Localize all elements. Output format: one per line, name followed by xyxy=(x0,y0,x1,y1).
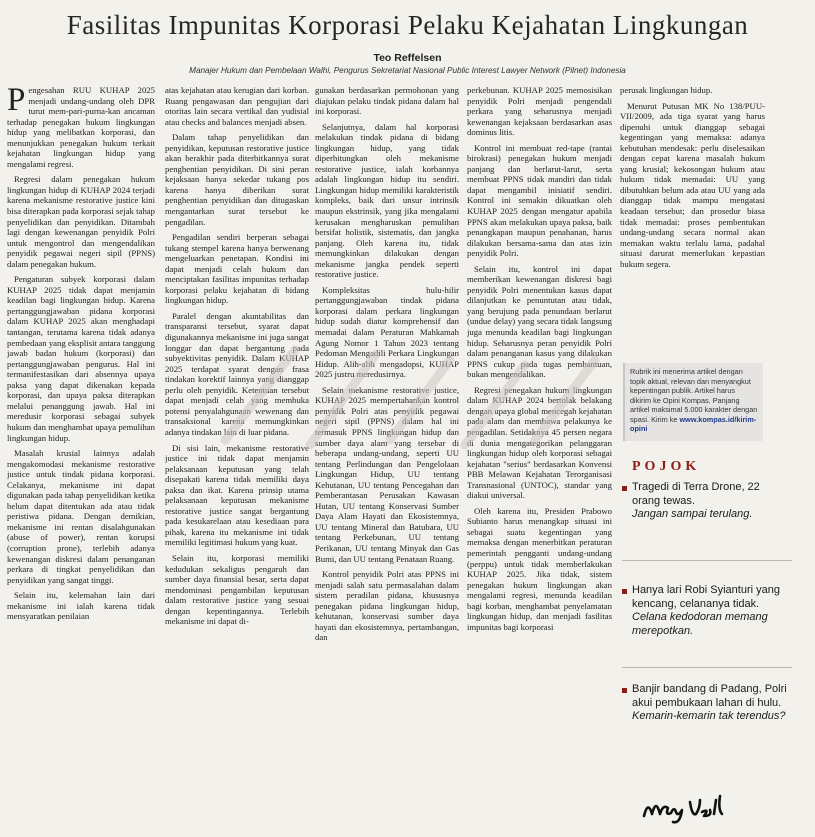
pojok-divider xyxy=(622,560,792,561)
paragraph: Di sisi lain, mekanisme restorative justice ini tidak dapat menjamin pelaksanaan keputusan yang telah disepakati karena tidak memiliki daya paksa dan ikat. Karena prinsip utama pelaksanaan keputusan mekanisme restorative justice sangat bergantung pada kesukarelaan atau kesediaan para pihak, karena itu mekanisme ini tidak memiliki legitimasi hukum yang kuat. xyxy=(165,442,309,548)
pojok-item-text: Tragedi di Terra Drone, 22 orang tewas. xyxy=(632,481,760,507)
paragraph: Pengesahan RUU KUHAP 2025 menjadi undang-undang oleh DPR turut mem-pari-purna-kan ancaman terhadap penegakan hukum lingkungan hidup yang melibatkan korporasi, dan menunjukkan penegakan hukum terkait kejahatan lingkungan hidup yang mengalami regresi. xyxy=(7,85,155,169)
paragraph: Kompleksitas hulu-hilir pertanggungjawaban tindak pidana korporasi dalam perkara lingkungan hidup sudah diatur komprehensif dan memadai dalam Peraturan Mahkamah Agung Nomor 1 Tahun 2023 tentang Pedoman Mengadili Perkara Lingkungan Hidup. Alih-alih mengadopsi, KUHAP 2025 justru meredusirnya. xyxy=(315,284,459,380)
paragraph: gunakan berdasarkan permohonan yang diajukan pelaku tindak pidana dalam hal ini korporasi. xyxy=(315,85,459,117)
paragraph: Selanjutnya, dalam hal korporasi melakukan tindak pidana di bidang lingkungan hidup, yang tidak diperhitungkan oleh mekanisme restorative justice, ialah korbannya adalah lingkungan hidup itu sendiri. Lingkungan hidup memiliki karakteristik kompleks, baik dari unsur intrinsik maupun ekstrinsik, yang jika mengalami kerusakan mengharuskan pemulihan bersifat holistik, sistematis, dan jangka panjang. Oleh karena itu, tidak memungkinkan dilakukan dengan mekanisme jangka pendek seperti restorative justice. xyxy=(315,121,459,280)
pojok-item xyxy=(632,584,787,638)
paragraph: Kontrol ini membuat red-tape (rantai birokrasi) penegakan hukum menjadi panjang dan berlarut-larut, serta membuat PPNS tidak mandiri dan tidak dapat mengambil inisiatif sendiri. Kontrol ini semakin dikuatkan oleh KUHAP 2025 dengan mengatur apabila PPNS akan melakukan upaya paksa, baik penangkapan maupun penahanan, harus dilakukan bersama-sama dan atas izin penyidik Polri. xyxy=(467,142,612,259)
article-column-3 xyxy=(315,85,459,833)
submission-link[interactable]: www.kompas.id/kirim-opini xyxy=(630,414,757,433)
paragraph: Oleh karena itu, Presiden Prabowo Subianto harus menangkap situasi ini sebagai suatu kegentingan yang memaksa dengan menerbitkan peraturan pemerintah pengganti undang-undang (perppu) untuk tidak memberlakukan KUHAP 2025. Jika tidak, sistem penegakan hukum lingkungan akan mengalami regresi, menunda keadilan bagi korban, menghambat penyelamatan lingkungan hidup, dan menjadi fasilitas impunitas bagi korporasi xyxy=(467,505,612,632)
article-column-4 xyxy=(467,85,612,833)
paragraph: Selain mekanisme restorative justice, KUHAP 2025 mempertahankan kontrol penyidik Polri atas penyidik pegawai negeri sipil (PPNS) dalam hal ini termasuk PPNS lingkungan hidup dan sumber daya alam yang tersebar di beberapa undang-undang, seperti UU tentang Perlindungan dan Pengelolaan Lingkungan Hidup, UU tentang Kehutanan, UU tentang Pencegahan dan Pemberantasan Perusakan Kawasan Hutan, UU tentang Konservasi Sumber Daya Alam Hayati dan Ekosistemnya, UU tentang Mineral dan Batubara, UU tentang Perkebunan, UU tentang Perikanan, UU tentang Minyak dan Gas Bumi, dan UU tentang Penataan Ruang. xyxy=(315,384,459,564)
paragraph: Selain itu, kelemahan lain dari mekanisme ini ialah karena tidak mensyaratkan penilaian xyxy=(7,590,155,622)
paragraph: atas kejahatan atau kerugian dari korban. Ruang pengawasan dan pengujian dari otoritas lain secara vertikal dan yudisial atau checks and balances menjadi absen. xyxy=(165,85,309,127)
author-role: Manajer Hukum dan Pembelaan Walhi, Pengurus Sekretariat Nasional Public Interest Lawyer Network (Pilnet) Indonesia xyxy=(189,66,626,75)
mang-usil-signature xyxy=(640,786,750,826)
paragraph: Menurut Putusan MK No 138/PUU-VII/2009, ada tiga syarat yang harus dipenuhi untuk dianggap sebagai kegentingan yang memaksa: adanya kebutuhan mendesak: perlu diselesaikan dengan cepat karena masalah hukum yang krusial; kekosongan hukum atau hukum tidak memadai: UU yang dibutuhkan belum ada atau UU yang ada dianggap tidak mampu mengatasi keadaan tersebut; dan prosedur biasa tidak memadai: proses pembentukan undang-undang secara normal akan memakan waktu terlalu lama, padahal situasi darurat memerlukan kepastian hukum segera. xyxy=(620,100,765,269)
paragraph: perusak lingkungan hidup. xyxy=(620,85,713,95)
paragraph: perkebunan. KUHAP 2025 memosisikan penyidik Polri menjadi pengendali perkara yang seharusnya menjadi kewenangan kejaksaan berdasarkan asas dominus litis. xyxy=(467,85,612,138)
bullet-icon xyxy=(622,486,627,491)
paragraph: Dalam tahap penyelidikan dan penyidikan, keputusan restorative justice akan berakhir pada diterbitkannya surat penghentian penyidikan. Di sini peran kejaksaan hanya sekedar tukang pos karena hanya diberikan surat penghentian penyidikan dan ditugaskan mengantarkan surat tersebut ke pengadilan. xyxy=(165,132,309,227)
bullet-icon xyxy=(622,589,627,594)
bullet-icon xyxy=(622,688,627,693)
pojok-divider xyxy=(622,667,792,668)
pojok-item-quip: Jangan sampai terulang. xyxy=(632,508,753,520)
pojok-item xyxy=(632,683,787,724)
paragraph: Selain itu, korporasi memiliki kedudukan sekaligus pengaruh dan sumber daya finansial besar, serta dapat mendominasi pengambilan keputusan dalam restorative justice yang sesuai dengan kepentingannya. Terlebih mekanisme ini dapat di- xyxy=(165,552,309,627)
article-author: Teo Reffelsen xyxy=(373,52,442,64)
pojok-item-quip: Celana kedodoran memang merepotkan. xyxy=(632,611,768,637)
paragraph: Paralel dengan akuntabilitas dan transparansi tersebut, syarat dapat digunakannya mekanisme ini juga sangat longgar dan dapat bergantung pada subyektivitas penyidik. Dalam KUHAP 2025 terdapat syarat dengan frasa tindakan korektif lainnya yang dianggap perlu oleh penyidik. Ketentuan tersebut dapat menjadi celah yang membuka potensi penyalahgunaan wewenang dan transaksional karena memungkinkan adanya tindakan lain di luar pidana. xyxy=(165,310,309,437)
article-column-2 xyxy=(165,85,309,833)
article-column-1 xyxy=(7,85,155,833)
pojok-item-text: Hanya lari Robi Syianturi yang kencang, celananya tidak. xyxy=(632,584,780,610)
submission-info-text: Rubrik ini menerima artikel dengan topik aktual, relevan dan menyangkut kepentingan publik. Artikel harus dikirim ke Opini Kompas. Panjang artikel maksimal 5.000 karakter dengan spasi. Kirim ke xyxy=(630,367,758,424)
article-column-5 xyxy=(620,85,765,350)
paragraph: Pengaturan subyek korporasi dalam KUHAP 2025 tidak dapat menjamin keadilan bagi lingkungan hidup. Karena pertanggungjawaban pidana korporasi dalam KUHAP 2025 akan menghadapi tantangan, terutama karena tidak adanya pembedaan yang eksplisit antara tanggung jawab badan hukum (korporasi) dan pertanggungjawaban pengurus. Hal ini termanifestasikan dari absennya upaya paksa yang dapat dikenakan kepada korporasi, dan upaya paksa diterapkan melalui penanggung jawab. Hal ini meredusir korporasi sebagai subyek hukum dan menghambat upaya pemulihan lingkungan hidup. xyxy=(7,274,155,443)
pojok-heading: POJOK xyxy=(632,459,701,474)
pojok-item-quip: Kemarin-kemarin tak terendus? xyxy=(632,710,786,722)
paragraph: Selain itu, kontrol ini dapat memberikan kewenangan diskresi bagi penyidik Polri menentukan kasus dapat dilanjutkan ke penuntutan atau tidak, yang berujung pada penundaan berlarut (undue delay) yang secara tidak langsung juga menunda keadilan bagi lingkungan hidup. Seharusnya peran penyidik Polri dalam penanganan kasus yang dilakukan PPNS cukup pada tugas pembantuan, bukan mengendalikan. xyxy=(467,263,612,380)
paragraph: Regresi dalam penegakan hukum lingkungan hidup di KUHAP 2024 terjadi karena mekanisme restorative justice kini bisa diterapkan pada korporasi sejak tahap penyelidikan dan penyidikan. Ditambah lagi dengan kewenangan penyidik Polri untuk mengontrol dan mengendalikan penyidik pegawai negeri sipil (PPNS) dalam penegakan hukum. xyxy=(7,174,155,269)
pojok-item-text: Banjir bandang di Padang, Polri akui pembukaan lahan di hulu. xyxy=(632,683,787,709)
submission-info-box xyxy=(623,363,763,441)
paragraph: Regresi penegakan hukum lingkungan dalam KUHAP 2024 bertolak belakang dengan upaya global mencegah kejahatan pada alam dan membawa pelakunya ke pengadilan. Setidaknya 45 persen negara di dunia mengategorikan pelanggaran lingkungan hidup oleh korporasi sebagai kejahatan "serius" berdasarkan Konvensi PBB Melawan Kejahatan Terorganisasi Transnasional (UNTOC), standar yang diakui universal. xyxy=(467,384,612,501)
paragraph: Masalah krusial lainnya adalah mengakomodasi mekanisme restorative justice untuk tindak pidana korporasi. Celakanya, mekanisme ini dapat digunakan pada tahap penyelidikan ketika belum dapat ditentukan ada atau tidak peristiwa pidana. Dengan demikian, mekanisme ini rentan disalahgunakan (abuse of power), rentan korupsi (corruption prone), terlebih adanya kewenangan diskresi dalam penanganan perkara di tingkat penyelidikan dan penyidikan yang sangat tinggi. xyxy=(7,448,155,585)
pojok-item xyxy=(632,481,787,522)
paragraph: Kontrol penyidik Polri atas PPNS ini menjadi salah satu permasalahan dalam sistem peradilan pidana, khususnya penegakan pidana lingkungan hidup, kehutanan, konservasi sumber daya hayati dan ekosistemnya, pertambangan, dan xyxy=(315,569,459,643)
article-title: Fasilitas Impunitas Korporasi Pelaku Kejahatan Lingkungan xyxy=(66,10,749,40)
paragraph: Pengadilan sendiri berperan sebagai tukang stempel karena hanya berwenang mengeluarkan penetapan. Kondisi ini dapat menjadi celah hukum dan menciptakan fasilitas impunitas terhadap korporasi pelaku kejahatan di bidang lingkungan hidup. xyxy=(165,232,309,306)
